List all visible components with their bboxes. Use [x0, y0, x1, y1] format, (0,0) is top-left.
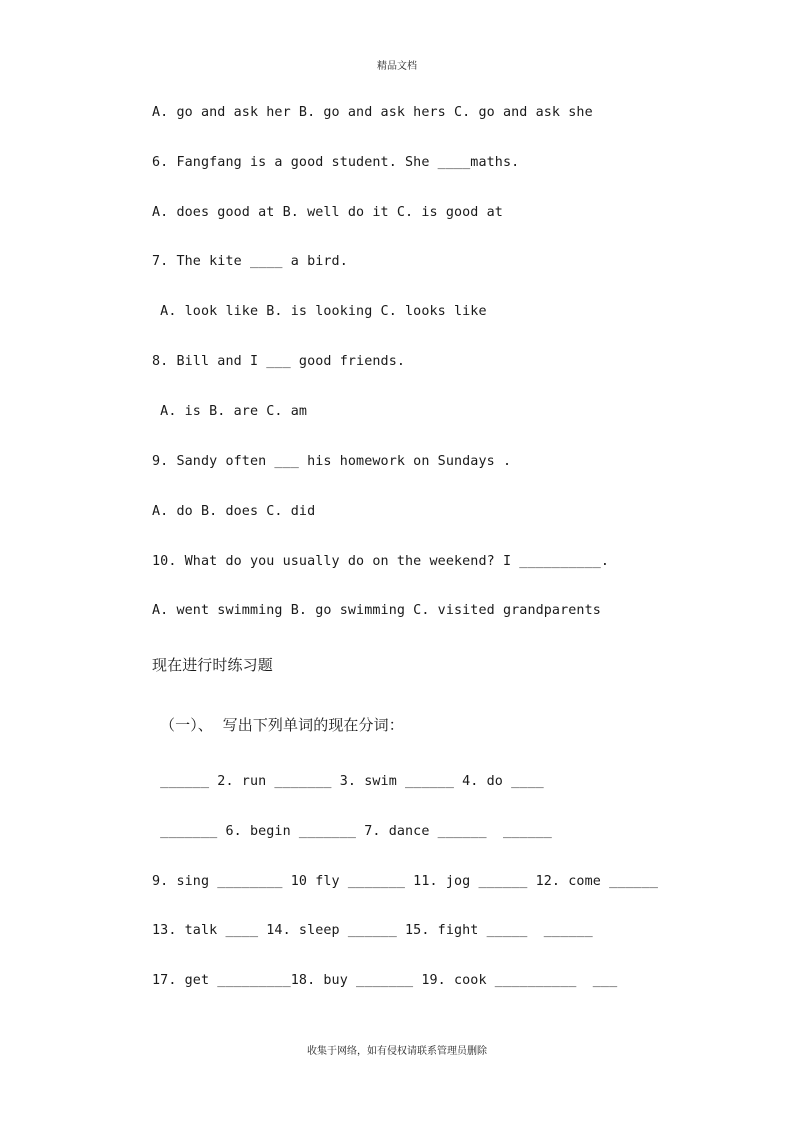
exercise-row: 9. sing ________ 10 fly _______ 11. jog ______ 12. come ______ [152, 874, 659, 889]
options-10: A. went swimming B. go swimming C. visited grandparents [152, 603, 601, 618]
options-6: A. does good at B. well do it C. is good at [152, 205, 503, 220]
exercise-row: ______ 2. run _______ 3. swim ______ 4. do ____ [152, 774, 544, 789]
exercise-row: 13. talk ____ 14. sleep ______ 15. fight _____ ______ [152, 923, 593, 938]
options-8: A. is B. are C. am [152, 404, 308, 419]
question-10: 10. What do you usually do on the weekend? I __________. [152, 554, 610, 569]
question-9: 9. Sandy often ___ his homework on Sundays . [152, 454, 512, 469]
exercise-row: _______ 6. begin _______ 7. dance ______ ______ [152, 824, 552, 839]
text-line: A. go and ask her B. go and ask hers C. go and ask she [152, 105, 593, 120]
section-title: 现在进行时练习题 [152, 656, 273, 674]
question-7: 7. The kite ____ a bird. [152, 254, 348, 269]
page-header: 精品文档 [377, 61, 417, 72]
options-7: A. look like B. is looking C. looks like [152, 304, 487, 319]
question-6: 6. Fangfang is a good student. She ____maths. [152, 155, 520, 170]
options-9: A. do B. does C. did [152, 504, 316, 519]
question-8: 8. Bill and I ___ good friends. [152, 354, 406, 369]
section-instruction: （一）、 写出下列单词的现在分词： [160, 716, 404, 734]
exercise-row: 17. get _________18. buy _______ 19. cook __________ ___ [152, 973, 618, 988]
page-footer: 收集于网络，如有侵权请联系管理员删除 [307, 1046, 487, 1057]
